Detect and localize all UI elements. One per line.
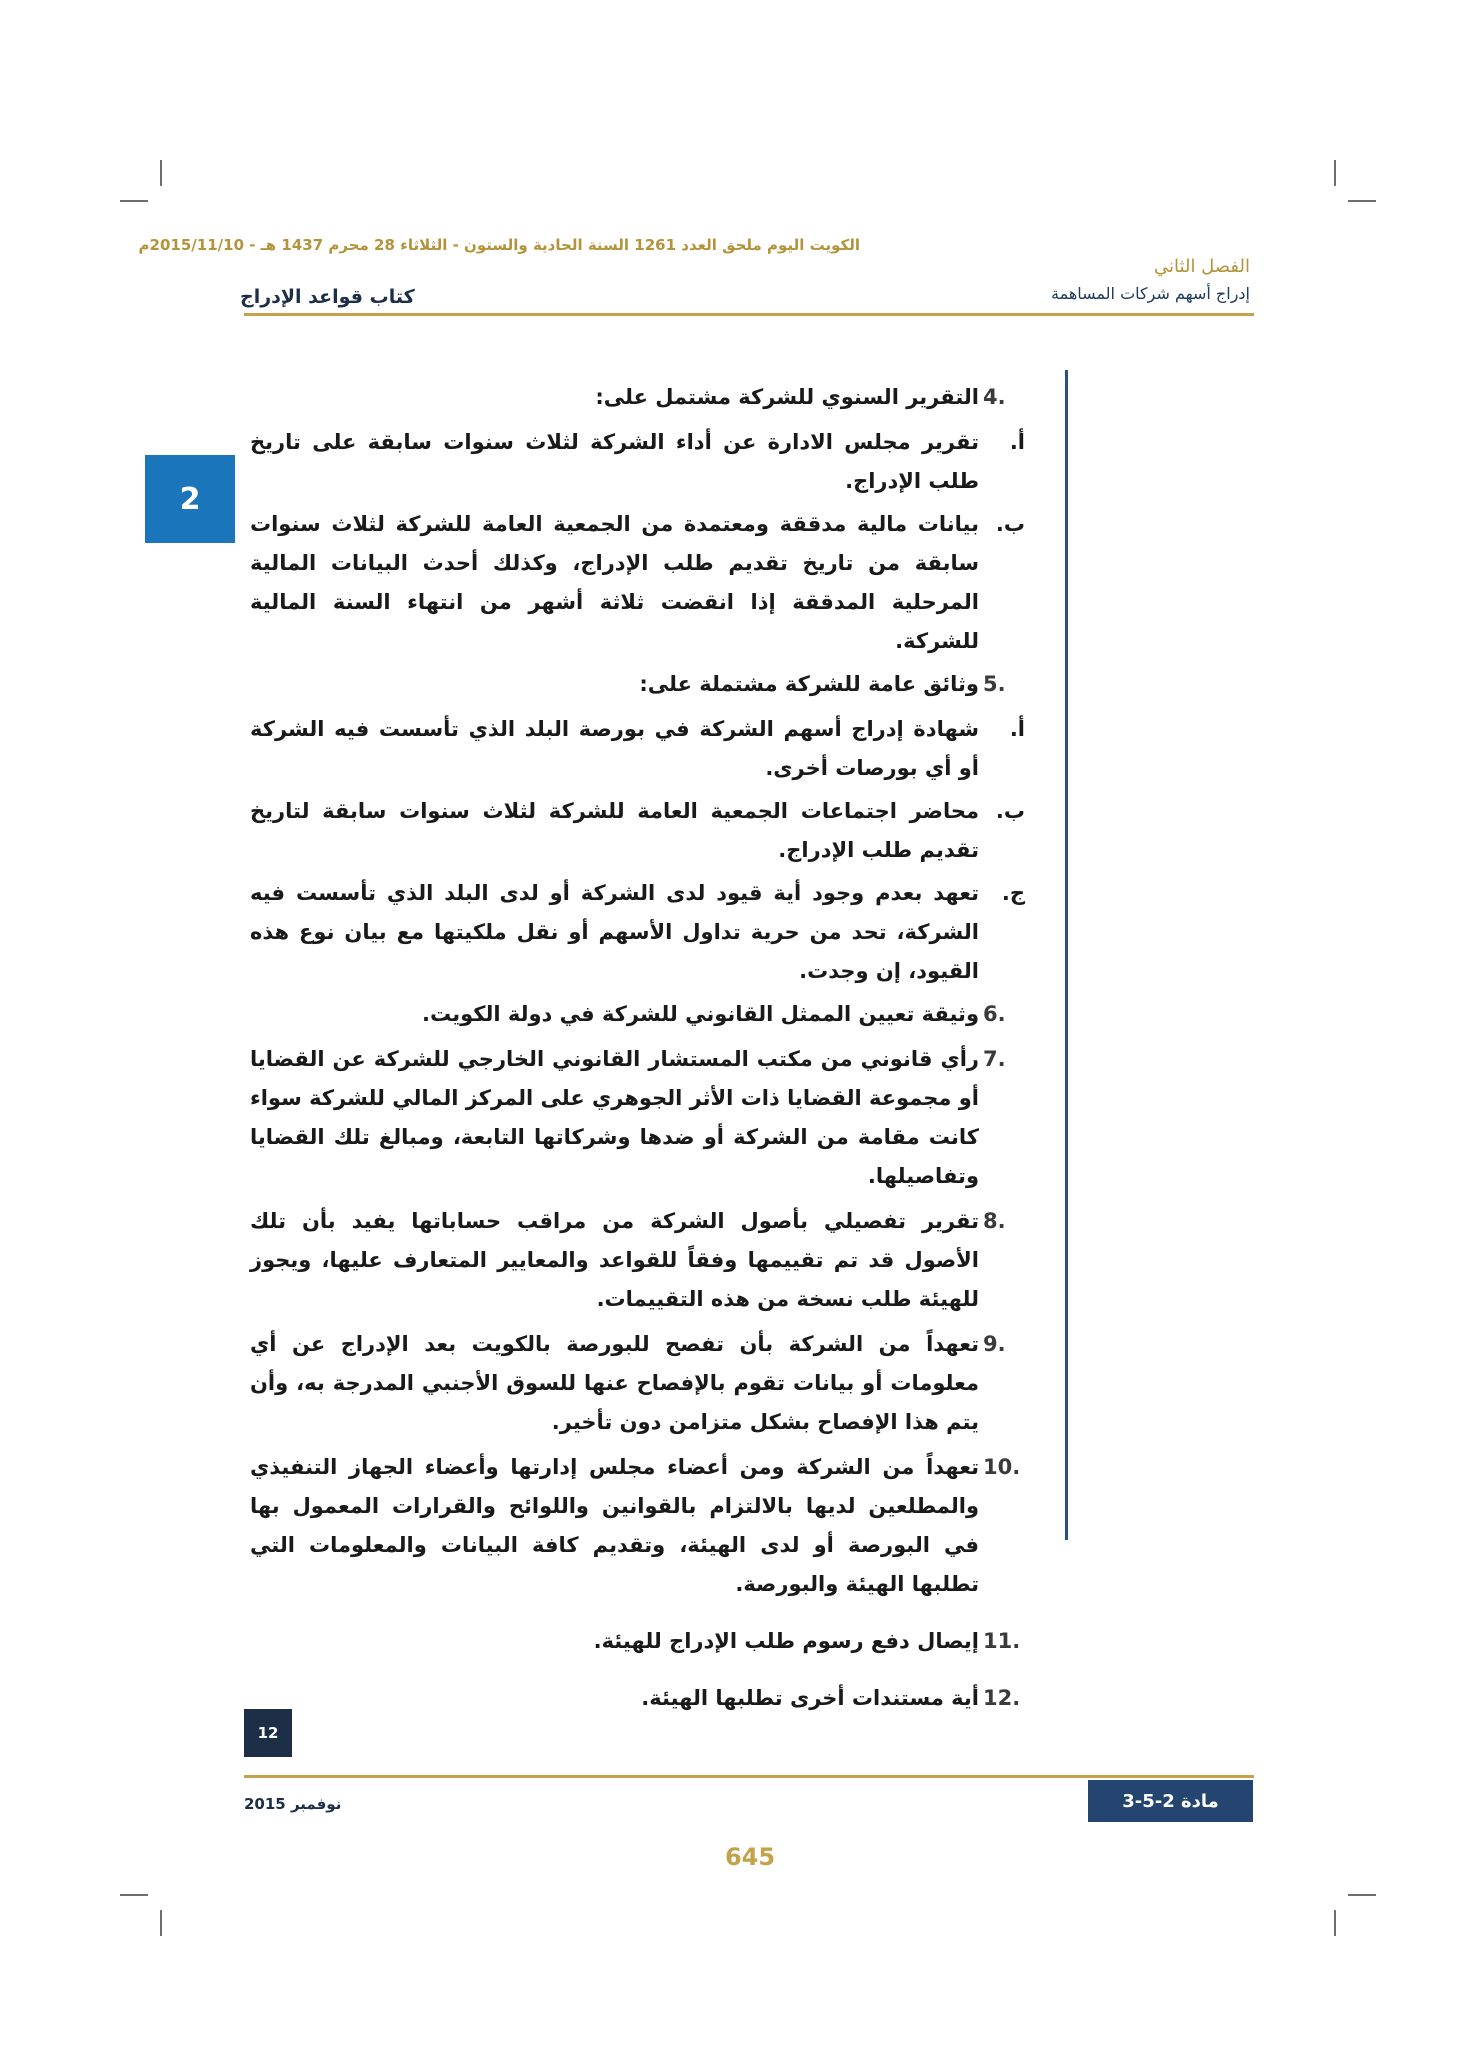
item-text: وثائق عامة للشركة مشتملة على: — [639, 672, 979, 696]
sub-item-letter: أ. — [1009, 430, 1025, 454]
crop-mark-top-left-h — [120, 200, 148, 202]
chapter-title: الفصل الثاني — [1154, 256, 1250, 277]
list-item — [250, 1040, 1025, 1196]
sub-item-letter: ب. — [995, 799, 1025, 823]
sub-item-text: شهادة إدراج أسهم الشركة في بورصة البلد الذي تأسست فيه الشركة أو أي بورصات أخرى. — [250, 717, 979, 780]
sub-item-text: تقرير مجلس الادارة عن أداء الشركة لثلاث سنوات سابقة على تاريخ طلب الإدراج. — [250, 430, 979, 493]
crop-mark-bottom-left-v — [160, 1910, 162, 1936]
document-body — [250, 378, 1025, 1724]
sub-item — [250, 505, 1025, 661]
footer-rule — [244, 1775, 1254, 1778]
list-item — [250, 1448, 1025, 1604]
item-text: تقرير تفصيلي بأصول الشركة من مراقب حساباتها يفيد بأن تلك الأصول قد تم تقييمها وفقاً للقواعد والمعايير المتعارف عليها، ويجوز للهيئة طلب نسخة من هذه التقييمات. — [250, 1209, 979, 1311]
item-text: رأي قانوني من مكتب المستشار القانوني الخارجي للشركة عن القضايا أو مجموعة القضايا ذات الأثر الجوهري على المركز المالي للشركة سواء كانت مقامة من الشركة أو ضدها وشركاتها التابعة، ومبالغ تلك القضايا وتفاصيلها. — [250, 1047, 979, 1188]
sub-item-text: محاضر اجتماعات الجمعية العامة للشركة لثلاث سنوات سابقة لتاريخ تقديم طلب الإدراج. — [250, 799, 979, 862]
item-number: 12. — [983, 1686, 1021, 1710]
item-number: 10. — [983, 1455, 1021, 1479]
list-item — [250, 665, 1025, 704]
sub-item — [250, 710, 1025, 788]
footer-date: نوفمبر 2015 — [244, 1795, 342, 1813]
sub-item-text: بيانات مالية مدققة ومعتمدة من الجمعية العامة للشركة لثلاث سنوات سابقة من تاريخ تقديم طلب الإدراج، وكذلك أحدث البيانات المالية المرحلية المدققة إذا انقضت ثلاثة أشهر من انتهاء السنة المالية للشركة. — [250, 512, 979, 653]
item-number: 8. — [983, 1209, 1006, 1233]
chapter-tab: 2 — [145, 455, 235, 543]
sub-item-text: تعهد بعدم وجود أية قيود لدى الشركة أو لدى البلد الذي تأسست فيه الشركة، تحد من حرية تداول الأسهم أو نقل ملكيتها مع بيان نوع هذه القيود، إن وجدت. — [250, 881, 979, 983]
chapter-subtitle: إدراج أسهم شركات المساهمة — [1051, 284, 1250, 303]
crop-mark-bottom-left-h — [120, 1894, 148, 1896]
sub-item — [250, 874, 1025, 991]
item-text: أية مستندات أخرى تطلبها الهيئة. — [641, 1686, 979, 1710]
gazette-page-number: 645 — [724, 1843, 776, 1871]
item-number: 5. — [983, 672, 1006, 696]
crop-mark-bottom-right-h — [1348, 1894, 1376, 1896]
book-title: كتاب قواعد الإدراج — [240, 286, 415, 308]
item-number: 6. — [983, 1002, 1006, 1026]
item-number: 9. — [983, 1332, 1006, 1356]
item-text: التقرير السنوي للشركة مشتمل على: — [595, 385, 979, 409]
crop-mark-bottom-right-v — [1334, 1910, 1336, 1936]
header-rule — [244, 313, 1254, 316]
crop-mark-top-left-v — [160, 160, 162, 186]
list-item — [250, 1202, 1025, 1319]
content-margin-line — [1065, 370, 1068, 1540]
sub-item-letter: ج. — [1001, 881, 1025, 905]
crop-mark-top-right-v — [1334, 160, 1336, 186]
list-item — [250, 1622, 1025, 1661]
item-text: تعهداً من الشركة ومن أعضاء مجلس إدارتها وأعضاء الجهاز التنفيذي والمطلعين لديها بالالتزام بالقوانين واللوائح والقرارات المعمول بها في البورصة أو لدى الهيئة، وتقديم كافة البيانات والمعلومات التي تطلبها الهيئة والبورصة. — [250, 1455, 979, 1596]
sub-item-letter: أ. — [1009, 717, 1025, 741]
list-item — [250, 1679, 1025, 1718]
gazette-header-line: الكويت اليوم ملحق العدد 1261 السنة الحادية والستون - الثلاثاء 28 محرم 1437 هـ - 2015/11/10م — [138, 236, 860, 254]
page-number: 12 — [244, 1709, 292, 1757]
crop-mark-top-right-h — [1348, 200, 1376, 202]
list-item — [250, 1325, 1025, 1442]
article-reference: مادة 2-5-3 — [1088, 1780, 1253, 1822]
sub-item-letter: ب. — [995, 512, 1025, 536]
item-number: 11. — [983, 1629, 1021, 1653]
item-number: 4. — [983, 385, 1006, 409]
item-text: وثيقة تعيين الممثل القانوني للشركة في دولة الكويت. — [422, 1002, 979, 1026]
item-number: 7. — [983, 1047, 1006, 1071]
sub-item — [250, 423, 1025, 501]
item-text: إيصال دفع رسوم طلب الإدراج للهيئة. — [593, 1629, 979, 1653]
list-item — [250, 995, 1025, 1034]
list-item — [250, 378, 1025, 417]
item-text: تعهداً من الشركة بأن تفصح للبورصة بالكويت بعد الإدراج عن أي معلومات أو بيانات تقوم بالإفصاح عنها للسوق الأجنبي المدرجة به، وأن يتم هذا الإفصاح بشكل متزامن دون تأخير. — [250, 1332, 979, 1434]
sub-item — [250, 792, 1025, 870]
